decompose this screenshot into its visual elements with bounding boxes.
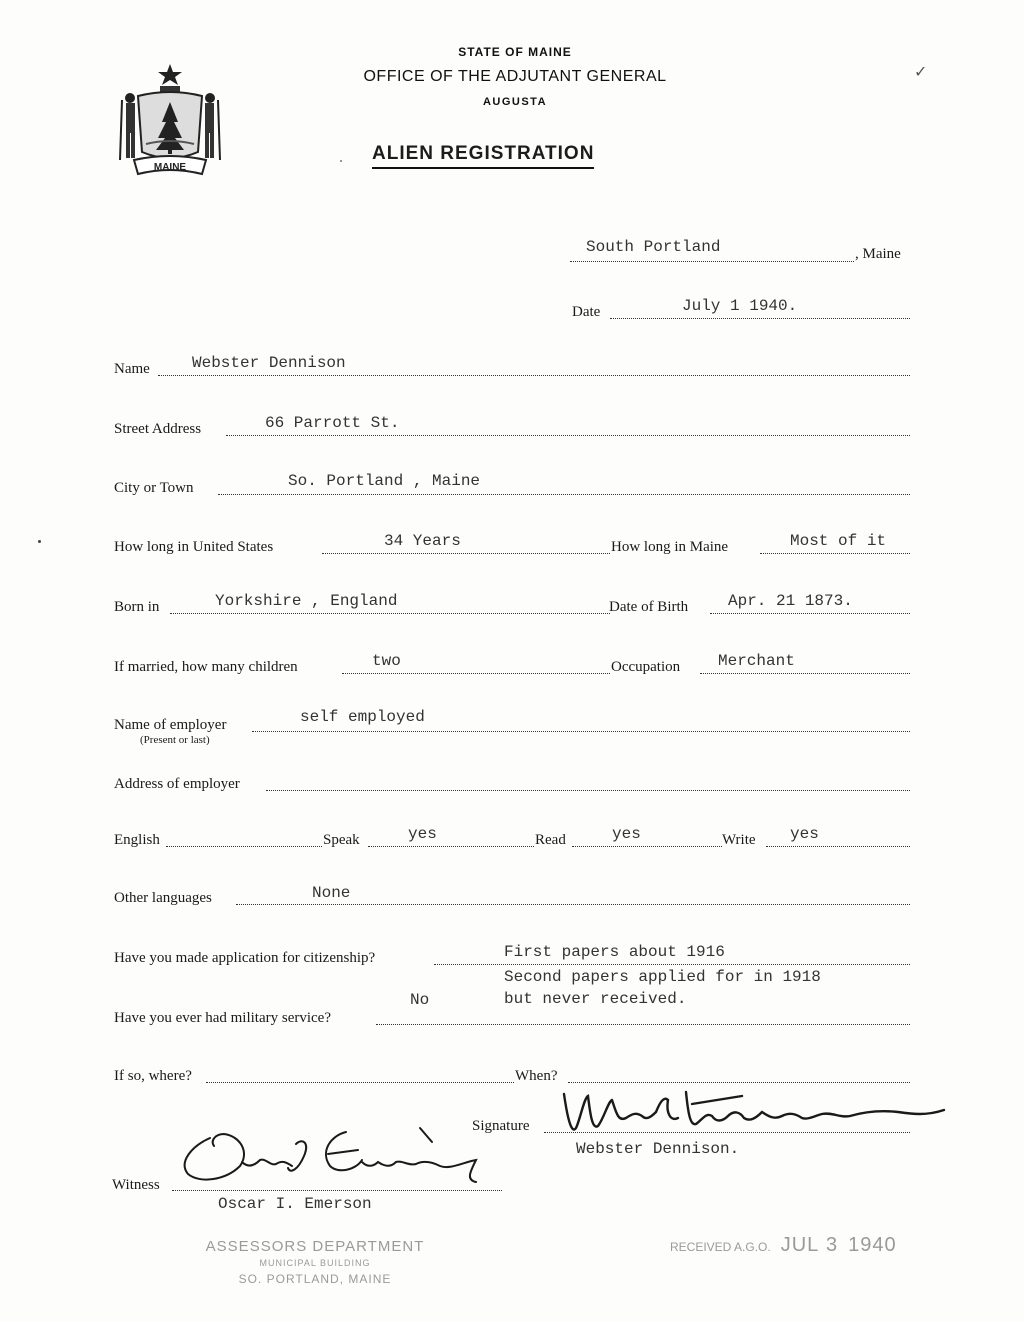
english-label: English	[114, 832, 160, 848]
received-month: JUL	[780, 1234, 820, 1256]
seal-label: MAINE	[153, 162, 187, 173]
how-long-us-value: 34 Years	[384, 532, 461, 550]
write-label: Write	[722, 832, 756, 848]
employer-address-label: Address of employer	[114, 776, 240, 792]
check-mark: ✓	[914, 64, 928, 81]
paper-speck	[38, 540, 41, 543]
occupation-value: Merchant	[718, 652, 795, 670]
dob-value: Apr. 21 1873.	[728, 592, 853, 610]
how-long-us-label: How long in United States	[114, 539, 274, 555]
citizenship-line1: First papers about 1916	[504, 943, 725, 961]
citizenship-label: Have you made application for citizenship?	[114, 950, 376, 966]
office-heading: OFFICE OF THE ADJUTANT GENERAL	[363, 68, 667, 85]
employer-label: Name of employer	[114, 717, 227, 733]
employer-sublabel: (Present or last)	[140, 734, 210, 746]
date-label: Date	[572, 304, 601, 320]
when-label: When?	[515, 1068, 558, 1084]
assessors-stamp-line2: MUNICIPAL BUILDING	[259, 1258, 371, 1268]
write-value: yes	[790, 825, 819, 843]
received-stamp	[670, 1234, 897, 1257]
city-value: So. Portland , Maine	[288, 472, 481, 490]
handwritten-signature	[546, 1082, 956, 1142]
signature-label: Signature	[472, 1118, 530, 1134]
city-label: City or Town	[114, 480, 194, 496]
received-prefix: RECEIVED A.G.O.	[670, 1240, 771, 1254]
other-languages-label: Other languages	[114, 890, 212, 906]
witness-label: Witness	[112, 1177, 160, 1193]
military-value: No	[410, 991, 430, 1009]
paper-speck	[340, 160, 342, 162]
place-suffix: , Maine	[855, 246, 901, 262]
speak-label: Speak	[323, 832, 360, 848]
other-languages-value: None	[312, 884, 351, 902]
military-label: Have you ever had military service?	[114, 1010, 331, 1026]
name-value: Webster Dennison	[192, 354, 346, 372]
where-label: If so, where?	[114, 1068, 192, 1084]
name-label: Name	[114, 361, 150, 377]
witness-typed: Oscar I. Emerson	[218, 1195, 372, 1213]
received-day: 3	[825, 1234, 839, 1256]
signature-typed: Webster Dennison.	[576, 1140, 740, 1158]
assessors-stamp-line3: SO. PORTLAND, MAINE	[238, 1272, 392, 1286]
received-year: 1940	[848, 1234, 897, 1256]
dob-label: Date of Birth	[609, 599, 689, 615]
date-value: July 1 1940.	[682, 297, 798, 315]
city-heading: AUGUSTA	[482, 96, 548, 108]
speak-value: yes	[408, 825, 437, 843]
children-value: two	[372, 652, 401, 670]
occupation-label: Occupation	[611, 659, 681, 675]
witness-handwritten-signature	[170, 1122, 500, 1194]
form-title: ALIEN REGISTRATION	[372, 143, 594, 169]
read-value: yes	[612, 825, 641, 843]
how-long-maine-label: How long in Maine	[611, 539, 729, 555]
citizenship-line2: Second papers applied for in 1918	[504, 968, 821, 986]
maine-state-seal	[116, 60, 224, 178]
how-long-maine-value: Most of it	[790, 532, 887, 550]
read-label: Read	[535, 832, 566, 848]
born-in-label: Born in	[114, 599, 160, 615]
street-label: Street Address	[114, 421, 202, 437]
place-value: South Portland	[586, 238, 721, 256]
children-label: If married, how many children	[114, 659, 298, 675]
born-in-value: Yorkshire , England	[215, 592, 398, 610]
assessors-stamp-line1: ASSESSORS DEPARTMENT	[205, 1238, 425, 1255]
employer-value: self employed	[300, 708, 425, 726]
state-heading: STATE OF MAINE	[458, 45, 572, 59]
street-value: 66 Parrott St.	[265, 414, 400, 432]
citizenship-line3: but never received.	[504, 990, 687, 1008]
